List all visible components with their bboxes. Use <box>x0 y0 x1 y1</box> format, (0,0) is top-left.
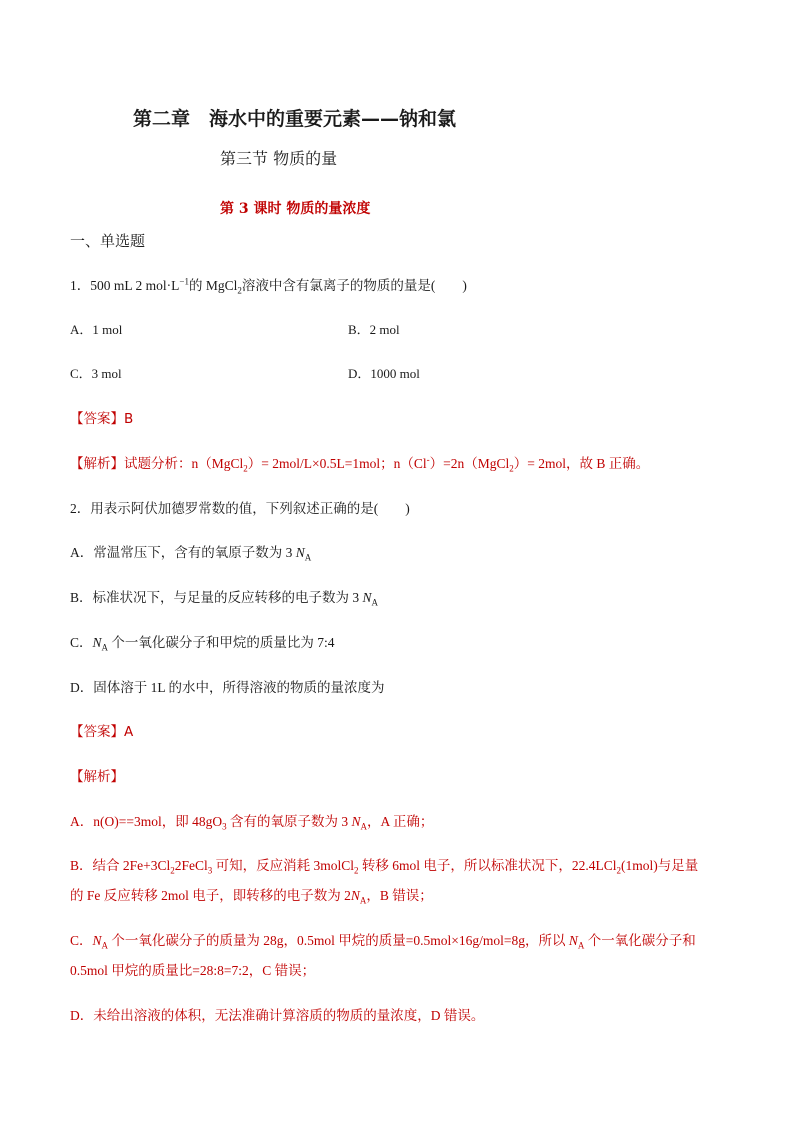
q2-option-d: D．固体溶于 1L 的水中，所得溶液的物质的量浓度为 <box>70 680 385 695</box>
section-heading: 一、单选题 <box>70 232 146 250</box>
q1-option-b: B．2 mol <box>348 322 400 337</box>
q1-option-c: C．3 mol <box>70 366 122 381</box>
q2-option-b: B．标准状况下，与足量的反应转移的电子数为 3 $N_A$ <box>70 590 379 608</box>
q2-option-a: A．常温常压下，含有的氧原子数为 3 $N_A$ <box>70 545 312 563</box>
section-title: 第三节 物质的量 <box>220 149 338 168</box>
question-1-stem: 1．500 mL 2 $mol\cdot L^{-1}$的 MgCl$_2$溶液中含有氯离子的物质的量是( ) <box>70 276 467 296</box>
q2-explanation-d: D．未给出溶液的体积，无法准确计算溶质的物质的量浓度，D 错误。 <box>70 1008 485 1023</box>
q2-option-c: C．$N_A$ 个一氧化碳分子和甲烷的质量比为 7:4 <box>70 635 335 653</box>
q2-explanation-b-line2: 的 Fe 反应转移 2mol 电子，即转移的电子数为 $2N_A$，B 错误； <box>70 888 433 906</box>
q2-analysis-label: 【解析】 <box>70 769 124 785</box>
lesson-title: 第 3 课时 物质的量浓度 <box>220 201 371 217</box>
q2-answer: 【答案】A <box>70 724 134 740</box>
q2-explanation-b-line1: B．结合 $2Fe+3Cl_22FeCl_3$ 可知，反应消耗 3molCl$_2$ 转移 6mol 电子，所以标准状况下，22.4LCl$_2$(1mol)与足量 <box>70 858 699 876</box>
q1-analysis: 【解析】试题分析：n（MgCl$_2$）= 2mol/L×0.5L=1mol；n（Cl-）=2n（MgCl$_2$）= 2mol，故 B 正确。 <box>70 454 650 474</box>
q2-explanation-a: A．n(O)==3mol，即 $48gO_3$ 含有的氧原子数为 3 $N_A$，A 正确； <box>70 814 434 832</box>
question-2-stem: 2．用表示阿伏加德罗常数的值，下列叙述正确的是( ) <box>70 501 410 516</box>
q1-option-d: D．1000 mol <box>348 366 420 381</box>
q2-explanation-c-line2: 0.5mol 甲烷的质量比=28:8=7:2，C 错误； <box>70 963 316 978</box>
q1-answer: 【答案】B <box>70 411 134 427</box>
q1-option-a: A．1 mol <box>70 322 123 337</box>
q2-explanation-c-line1: C．$N_A$ 个一氧化碳分子的质量为 28g，0.5mol 甲烷的质量=0.5mol×16g/mol=8g，所以 $N_A$ 个一氧化碳分子和 <box>70 933 696 951</box>
chapter-title: 第二章 海水中的重要元素——钠和氯 <box>133 108 457 130</box>
